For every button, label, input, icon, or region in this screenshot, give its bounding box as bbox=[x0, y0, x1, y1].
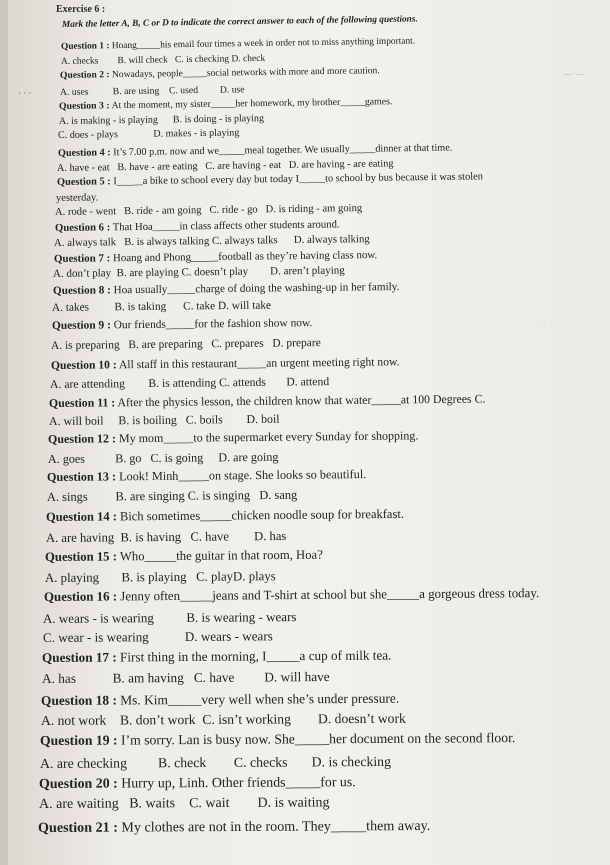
answer-text: Mark the letter A, B, C or D to indicate the correct answer to each of the following questions. bbox=[61, 14, 418, 30]
answer-text: A. playing B. is playing C. playD. plays bbox=[44, 569, 276, 585]
answer-text: A. have - eat B. have - are eating C. are having - eat D. are having - are eating bbox=[57, 158, 394, 174]
answer-text: C. wear - is wearing D. wears - wears bbox=[42, 628, 273, 645]
answer-text: C. does - plays D. makes - is playing bbox=[58, 127, 240, 141]
question-number: Question 7 : bbox=[53, 252, 111, 265]
question-line bbox=[46, 507, 404, 525]
exercise-title: Exercise 6 : bbox=[56, 4, 106, 15]
answer-options-line bbox=[50, 375, 329, 391]
question-number: Question 11 : bbox=[49, 395, 116, 410]
question-number: Question 21 : bbox=[37, 819, 118, 836]
question-line bbox=[48, 428, 418, 447]
answer-options-line bbox=[41, 711, 406, 729]
question-text: Hoa usually_____charge of doing the washing-up in her family. bbox=[110, 280, 400, 297]
question-number: Question 8 : bbox=[52, 284, 111, 297]
question-line bbox=[39, 775, 356, 793]
answer-text: A. are having B. is having C. have D. has bbox=[45, 528, 286, 545]
question-line bbox=[52, 317, 312, 332]
question-line bbox=[40, 730, 515, 749]
answer-text: A. are attending B. is attending C. attends D. attend bbox=[49, 375, 330, 391]
question-text: My clothes are not in the room. They_____them away. bbox=[117, 817, 431, 836]
answer-options-line bbox=[59, 113, 264, 127]
question-line bbox=[50, 355, 399, 372]
question-line bbox=[56, 171, 482, 188]
question-text: First thing in the morning, I_____a cup of milk tea. bbox=[117, 647, 392, 665]
question-line bbox=[49, 392, 486, 411]
answer-text: A. are waiting B. waits C. wait D. is waiting bbox=[38, 795, 330, 812]
answer-text: A. takes B. is taking C. take D. will take bbox=[52, 299, 272, 314]
question-number: Question 15 : bbox=[45, 549, 118, 564]
question-number: Question 4 : bbox=[57, 147, 111, 159]
question-text: I_____a bike to school every day but today I_____to school by bus because it was stolen bbox=[110, 171, 483, 188]
question-line bbox=[54, 249, 377, 265]
decorative-mark: — · — bbox=[564, 70, 584, 78]
question-number: Question 16 : bbox=[43, 589, 118, 604]
question-line bbox=[53, 281, 400, 297]
question-line bbox=[45, 548, 323, 565]
answer-options-line bbox=[61, 54, 265, 67]
question-text: Hurry up, Linh. Other friends_____for us. bbox=[117, 775, 356, 792]
question-text: Our friends_____for the fashion show now. bbox=[110, 317, 312, 332]
answer-text: A. has B. am having C. have D. will have bbox=[41, 668, 330, 686]
answer-options-line bbox=[56, 192, 98, 204]
question-text: I’m sorry. Lan is busy now. She_____her document on the second floor. bbox=[117, 730, 516, 748]
answer-text: A. is making - is playing B. is doing - is playing bbox=[58, 113, 264, 127]
answer-text: A. is preparing B. are preparing C. prepares D. prepare bbox=[51, 337, 321, 352]
answer-text: A. rode - went B. ride - am going C. ride - go D. is riding - am going bbox=[55, 203, 363, 218]
question-line bbox=[61, 36, 415, 51]
answer-options-line bbox=[62, 14, 418, 30]
answer-options-line bbox=[58, 127, 240, 141]
answer-options-line bbox=[43, 628, 273, 646]
question-line bbox=[47, 467, 366, 485]
answer-text: A. wears - is wearing B. is wearing - wears bbox=[43, 609, 297, 626]
answer-options-line bbox=[52, 300, 271, 314]
answer-options-line bbox=[44, 569, 275, 586]
answer-options-line bbox=[60, 84, 245, 98]
question-number: Question 10 : bbox=[50, 358, 117, 372]
question-number: Question 9 : bbox=[51, 319, 111, 332]
question-number: Question 14 : bbox=[46, 509, 118, 524]
question-number: Question 12 : bbox=[48, 431, 117, 446]
question-text: Hoang and Phong_____football as they’re having class now. bbox=[110, 249, 378, 265]
question-text: Hoang_____his email four times a week in order not to miss anything important. bbox=[109, 36, 416, 52]
question-text: Who_____the guitar in that room, Hoa? bbox=[116, 547, 323, 564]
question-line bbox=[44, 586, 539, 605]
answer-options-line bbox=[49, 412, 280, 429]
answer-text: A. don’t play B. are playing C. doesn’t play D. aren’t playing bbox=[53, 264, 346, 280]
question-line bbox=[60, 65, 380, 81]
answer-options-line bbox=[51, 337, 321, 352]
answer-options-line bbox=[57, 158, 394, 174]
answer-options-line bbox=[55, 203, 362, 218]
answer-options-line bbox=[40, 754, 391, 772]
question-number: Question 3 : bbox=[59, 100, 110, 112]
answer-options-line bbox=[48, 450, 279, 467]
answer-options-line bbox=[43, 609, 297, 627]
question-number: Question 19 : bbox=[40, 732, 118, 748]
answer-text: A. always talk B. is always talking C. always talks D. always talking bbox=[54, 233, 371, 249]
question-number: Question 5 : bbox=[56, 176, 111, 188]
answer-options-line bbox=[46, 529, 286, 546]
question-text: Nowadays, people_____social networks with more and more caution. bbox=[109, 65, 381, 81]
answer-text: yesterday. bbox=[55, 192, 99, 204]
question-number: Question 20 : bbox=[39, 776, 118, 792]
decorative-mark: · · · bbox=[18, 88, 32, 98]
answer-text: A. will boil B. is boiling C. boils D. boil bbox=[48, 411, 280, 428]
question-number: Question 13 : bbox=[47, 469, 117, 484]
question-number: Question 6 : bbox=[54, 221, 111, 234]
answer-options-line bbox=[54, 233, 370, 249]
answer-text: A. checks B. will check C. is checking D. check bbox=[60, 53, 266, 67]
question-text: All staff in this restaurant_____an urgent meeting right now. bbox=[116, 355, 400, 372]
question-number: Question 2 : bbox=[60, 69, 111, 81]
question-line bbox=[55, 218, 340, 234]
question-text: Ms. Kim_____very well when she’s under pressure. bbox=[117, 690, 400, 708]
answer-options-line bbox=[38, 795, 329, 813]
answer-text: A. not work B. don’t work C. isn’t working D. doesn’t work bbox=[40, 710, 406, 728]
question-text: Look! Minh_____on stage. She looks so beautiful. bbox=[116, 467, 367, 484]
worksheet-page bbox=[8, 0, 610, 865]
question-line bbox=[59, 96, 392, 112]
question-text: My mom_____to the supermarket every Sunday for shopping. bbox=[116, 428, 419, 446]
answer-options-line bbox=[53, 265, 345, 280]
answer-text: A. sings B. are singing C. is singing D. sang bbox=[46, 487, 298, 504]
answer-options-line bbox=[42, 669, 330, 687]
question-text: That Hoa_____in class affects other students around. bbox=[110, 218, 340, 234]
question-line bbox=[38, 818, 430, 837]
question-text: Jenny often_____jeans and T-shirt at school but she_____a gorgeous dress today. bbox=[117, 586, 540, 604]
answer-options-line bbox=[47, 488, 297, 505]
question-text: It’s 7.00 p.m. now and we_____meal together. We usually_____dinner at that time. bbox=[110, 142, 452, 159]
decorative-mark: · bbox=[543, 322, 546, 330]
answer-text: A. uses B. are using C. used D. use bbox=[59, 84, 245, 98]
question-number: Question 1 : bbox=[61, 41, 110, 52]
question-number: Question 17 : bbox=[42, 649, 118, 665]
question-line bbox=[41, 691, 399, 709]
answer-text: A. are checking B. check C. checks D. is checking bbox=[39, 753, 391, 771]
question-text: At the moment, my sister_____her homework, my brother_____games. bbox=[109, 96, 393, 112]
question-line bbox=[58, 143, 452, 159]
question-text: After the physics lesson, the children know that water_____at 100 Degrees C. bbox=[115, 391, 486, 410]
question-text: Bich sometimes_____chicken noodle soup for breakfast. bbox=[116, 506, 405, 524]
answer-text: A. goes B. go C. is going D. are going bbox=[47, 449, 279, 466]
question-line bbox=[42, 647, 392, 666]
question-number: Question 18 : bbox=[41, 692, 118, 708]
